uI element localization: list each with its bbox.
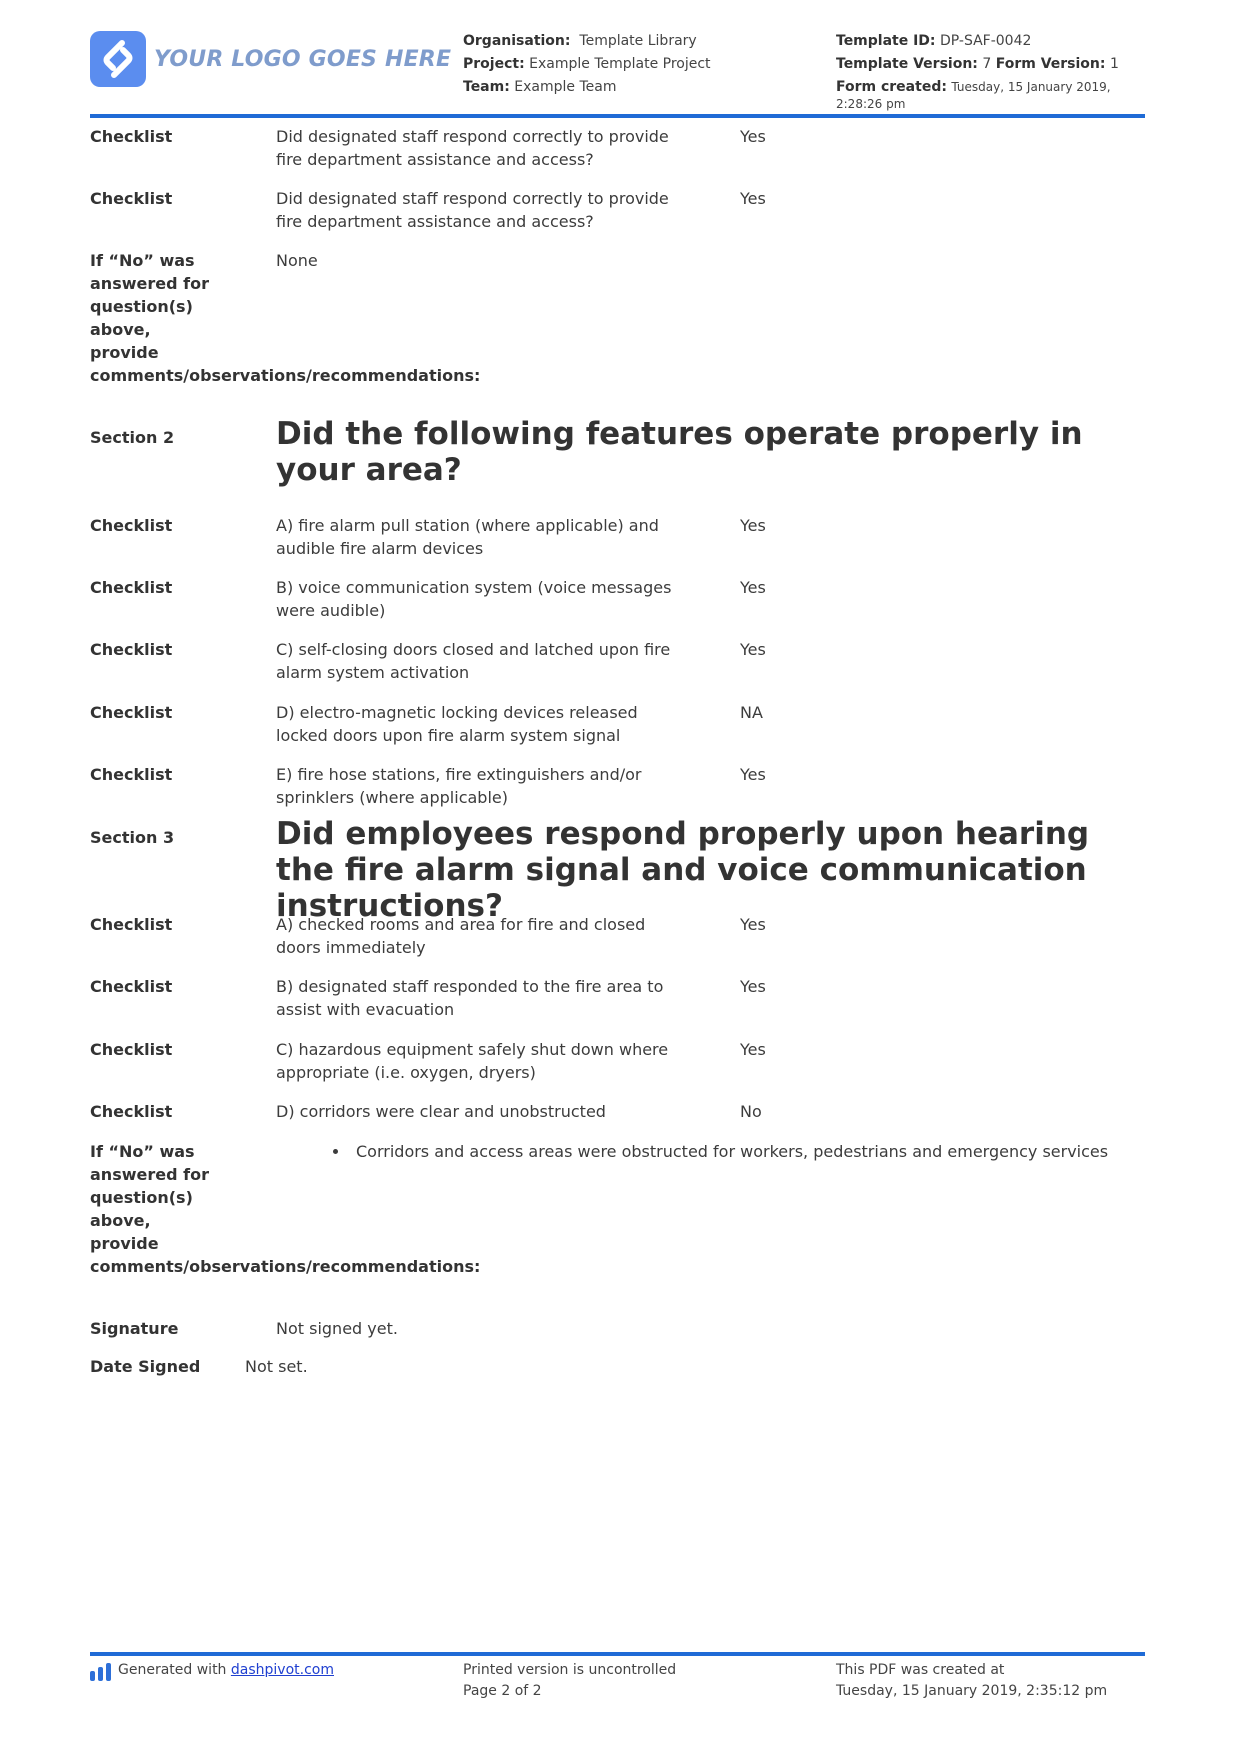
checklist-row [90, 1100, 1145, 1140]
list-item: • Corridors and access areas were obstructed for workers, pedestrians and emergency services [350, 1140, 1160, 1163]
project-value: Example Template Project [529, 56, 711, 72]
row-answer: Yes [740, 977, 766, 996]
row-answer: Yes [740, 640, 766, 659]
checklist-row [90, 187, 1145, 249]
comments-row [90, 249, 1145, 426]
generated-with [90, 1660, 390, 1688]
row-label: If “No” was answered for question(s) above, provide comments/observations/recommendations: [90, 1142, 481, 1276]
form-created-value: Tuesday, 15 January 2019, 2:28:26 pm [836, 80, 1111, 111]
print-info [463, 1660, 783, 1702]
row-label: Checklist [90, 127, 173, 146]
page-number: Page 2 of 2 [463, 1683, 542, 1699]
row-answer: NA [740, 703, 763, 722]
dashpivot-icon [90, 1663, 112, 1688]
checklist-row [90, 125, 1145, 187]
checklist-row [90, 514, 1145, 576]
row-question: Did designated staff respond correctly to provide fire department assistance and access? [276, 127, 669, 169]
row-label: Checklist [90, 915, 173, 934]
pdf-created-info [836, 1660, 1146, 1702]
template-id-value: DP-SAF-0042 [939, 33, 1032, 49]
section-row [90, 816, 1145, 924]
row-answer: No [740, 1102, 762, 1121]
row-question: B) designated staff responded to the fire area to assist with evacuation [276, 977, 664, 1019]
row-question: A) checked rooms and area for fire and closed doors immediately [276, 915, 646, 957]
date-signed-value: Not set. [245, 1357, 308, 1376]
row-answer: Yes [740, 765, 766, 784]
logo [90, 31, 451, 87]
footer-divider [90, 1652, 1145, 1656]
form-created-label: Form created: [836, 79, 947, 95]
checklist-row [90, 975, 1145, 1038]
row-label: If “No” was answered for question(s) above, provide comments/observations/recommendations: [90, 251, 481, 385]
row-question: Did designated staff respond correctly to provide fire department assistance and access? [276, 189, 669, 231]
dashpivot-link[interactable]: dashpivot.com [230, 1662, 334, 1678]
row-label: Checklist [90, 578, 173, 597]
row-label: Checklist [90, 1102, 173, 1121]
row-question: D) electro-magnetic locking devices released locked doors upon fire alarm system signal [276, 703, 638, 745]
row-question: A) fire alarm pull station (where applicable) and audible fire alarm devices [276, 516, 659, 558]
row-question: C) hazardous equipment safely shut down where appropriate (i.e. oxygen, dryers) [276, 1040, 669, 1082]
row-label: Checklist [90, 977, 173, 996]
form-body [90, 125, 1145, 1385]
row-question: E) fire hose stations, fire extinguishers and/or sprinklers (where applicable) [276, 765, 642, 807]
row-question: B) voice communication system (voice messages were audible) [276, 578, 672, 620]
date-signed-row [90, 1355, 1145, 1385]
row-answer: Yes [740, 1040, 766, 1059]
section-label: Section 2 [90, 428, 175, 447]
template-version-label: Template Version: [836, 56, 978, 72]
page-header [90, 28, 1145, 114]
form-version-value: 1 [1109, 56, 1119, 72]
template-version-value: 7 [982, 56, 992, 72]
row-answer: Yes [740, 516, 766, 535]
uncontrolled-notice: Printed version is uncontrolled [463, 1662, 677, 1678]
row-label: Checklist [90, 1040, 173, 1059]
form-version-label: Form Version: [995, 56, 1106, 72]
row-value: None [276, 251, 318, 270]
row-answer: Yes [740, 915, 766, 934]
section-heading: Did the following features operate properly in your area? [276, 416, 1083, 488]
checklist-row [90, 1038, 1145, 1100]
comments-list [330, 1140, 1160, 1163]
row-label: Checklist [90, 516, 173, 535]
checklist-row [90, 701, 1145, 763]
header-divider [90, 114, 1145, 118]
project-label: Project: [463, 56, 525, 72]
row-label: Checklist [90, 189, 173, 208]
row-label: Checklist [90, 640, 173, 659]
row-label: Checklist [90, 703, 173, 722]
comments-row [90, 1140, 1145, 1317]
pdf-created-value: Tuesday, 15 January 2019, 2:35:12 pm [836, 1683, 1108, 1699]
logo-text: YOUR LOGO GOES HERE [154, 46, 452, 72]
checklist-row [90, 638, 1145, 701]
generated-prefix: Generated with [118, 1662, 227, 1678]
organisation-label: Organisation: [463, 33, 571, 49]
team-value: Example Team [514, 79, 617, 95]
template-meta [836, 30, 1146, 113]
row-answer: Yes [740, 578, 766, 597]
row-label: Signature [90, 1319, 179, 1338]
logo-icon [90, 31, 146, 87]
checklist-row [90, 576, 1145, 638]
project-meta [463, 30, 793, 99]
signature-row [90, 1317, 1145, 1355]
section-heading: Did employees respond properly upon hearing the fire alarm signal and voice communication instructions? [276, 816, 1090, 924]
team-label: Team: [463, 79, 510, 95]
section-label: Section 3 [90, 828, 175, 847]
row-label: Date Signed [90, 1357, 201, 1376]
row-answer: Yes [740, 127, 766, 146]
section-row [90, 416, 1145, 514]
row-question: D) corridors were clear and unobstructed [276, 1102, 606, 1121]
organisation-value: Template Library [579, 33, 697, 49]
template-id-label: Template ID: [836, 33, 936, 49]
row-answer: Yes [740, 189, 766, 208]
row-label: Checklist [90, 765, 173, 784]
checklist-row [90, 913, 1145, 975]
signature-value: Not signed yet. [276, 1319, 398, 1338]
row-question: C) self-closing doors closed and latched upon fire alarm system activation [276, 640, 671, 682]
pdf-created-label: This PDF was created at [836, 1662, 1005, 1678]
